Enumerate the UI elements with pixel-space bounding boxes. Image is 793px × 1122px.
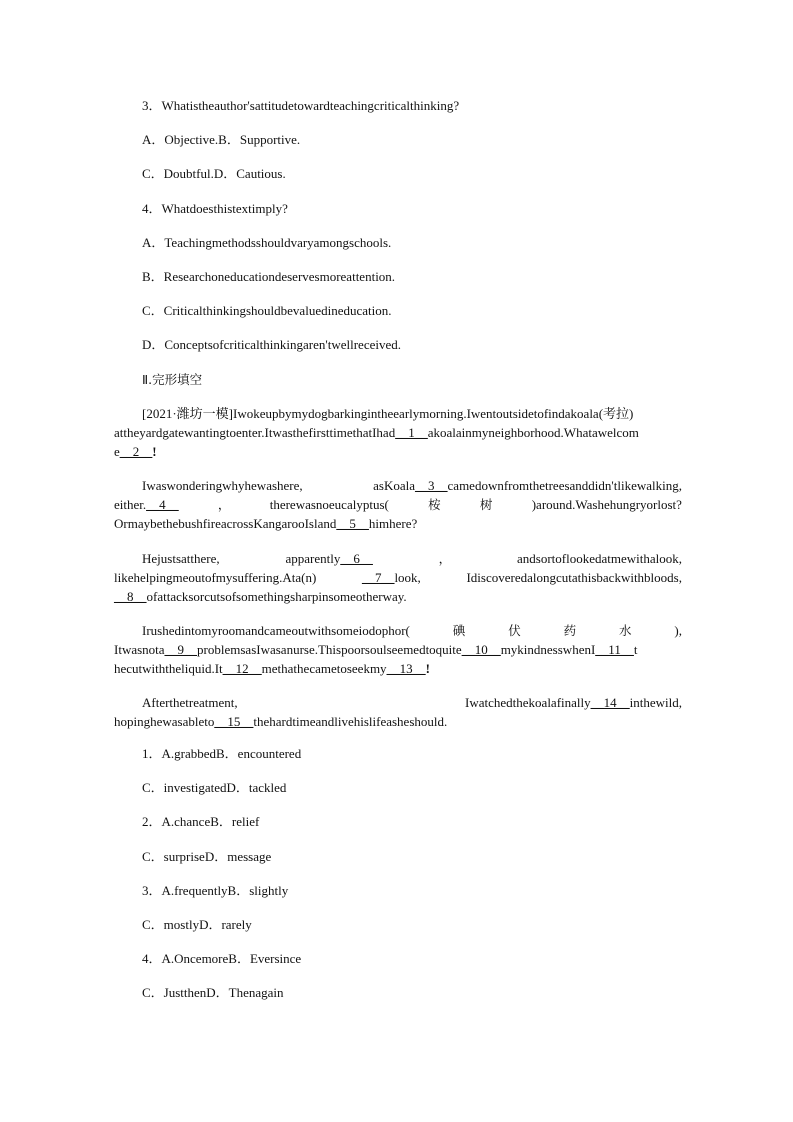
blank-10: __10__ (461, 642, 501, 657)
blank-6: __6__ (340, 551, 373, 566)
p4-text: Irushedintomyroomandcameoutwithsomeiodophor( (142, 623, 410, 638)
p4-text: t (633, 642, 638, 657)
passage-p5-line1 (142, 694, 682, 711)
p1-text: e (114, 444, 120, 459)
p4-text: hecutwiththeliquid.It (114, 661, 223, 676)
p3-text: look, (394, 570, 421, 585)
p4-cjk: 伏 (508, 623, 521, 638)
option-line: C．JustthenD．Thenagain (142, 985, 284, 1000)
blank-3: __3__ (415, 478, 448, 493)
passage-p4-line3 (114, 660, 430, 677)
p2-text: either. (114, 497, 147, 512)
blank-4: __4__ (146, 497, 179, 512)
passage-p4-line1 (142, 622, 682, 639)
p2-text: therewasnoeucalyptus( (269, 497, 389, 512)
p5-text: inthewild, (629, 695, 682, 710)
p2-text: himhere? (368, 516, 418, 531)
p5-text: Iwatchedthekoalafinally (465, 695, 591, 710)
p3-text: Hejustsatthere, (142, 551, 220, 566)
p3-text: Idiscoveredalongcutathisbackwithbloods, (466, 570, 682, 585)
option-line: 2．A.chanceB．relief (142, 814, 260, 829)
blank-2: __2__ (119, 444, 153, 459)
p2-text: )around.Washehungryorlost? (531, 497, 682, 512)
blank-1: __1__ (395, 425, 428, 440)
question-4-option-c: C．Criticalthinkingshouldbevaluedineducation. (142, 303, 392, 318)
p2-cjk: 树 (479, 497, 493, 512)
passage-p1-line1 (142, 405, 633, 422)
option-line: 4．A.OncemoreB．Eversince (142, 951, 302, 966)
option-line: 3．A.frequentlyB．slightly (142, 883, 289, 898)
p4-cjk: 碘 (452, 623, 466, 638)
blank-15: __15__ (214, 714, 254, 729)
p4-text: mykindnesswhenI (500, 642, 596, 657)
p2-cjk: 桉 (428, 497, 441, 512)
p1-text: akoalainmyneighborhood.Whatawelcom (427, 425, 639, 440)
question-4-option-b: B．Researchoneducationdeservesmoreattention. (142, 269, 396, 284)
exclamation-mark: ! (152, 444, 157, 459)
p4-cjk: 药 (563, 623, 577, 638)
p3-text: andsortoflookedatmewithalook, (517, 551, 682, 566)
exclamation-mark: ! (425, 661, 430, 676)
p4-text: methathecametoseekmy (261, 661, 387, 676)
p3-text: likehelpingmeoutofmysuffering.Ata(n) (114, 570, 317, 585)
p4-cjk: 水 (619, 623, 632, 638)
blank-7: __7__ (361, 570, 395, 585)
passage-p3-line2 (114, 569, 682, 586)
passage-p5-line2 (114, 713, 447, 730)
option-line: C．surpriseD．message (142, 849, 272, 864)
passage-p1-line3 (114, 443, 157, 460)
question-3-options-ab: A．Objective.B．Supportive. (142, 132, 301, 147)
blank-8: __8__ (114, 589, 147, 604)
question-4-option-d: D．Conceptsofcriticalthinkingaren'twellreceived. (142, 337, 401, 352)
question-3-options-cd: C．Doubtful.D．Cautious. (142, 166, 286, 181)
question-4-option-a: A．Teachingmethodsshouldvaryamongschools. (142, 235, 392, 250)
question-4-stem: 4．Whatdoesthistextimply? (142, 201, 288, 216)
p5-text: Afterthetreatment, (142, 695, 238, 710)
p3-text: apparently (285, 551, 341, 566)
p2-text: asKoala (373, 478, 416, 493)
option-line: C．investigatedD．tackled (142, 780, 287, 795)
section-heading: Ⅱ.完形填空 (142, 372, 203, 387)
option-line: C．mostlyD．rarely (142, 917, 252, 932)
blank-14: __14__ (590, 695, 630, 710)
passage-p4-line2 (114, 641, 637, 658)
p5-text: thehardtimeandlivehislifeasheshould. (253, 714, 448, 729)
p2-comma: ， (217, 497, 231, 512)
p4-text: Itwasnota (114, 642, 165, 657)
passage-p1-line2 (114, 424, 639, 441)
passage-p3-line3 (114, 588, 407, 605)
p1-text: attheyardgatewantingtoenter.ItwasthefirsttimethatIhad (114, 425, 396, 440)
p3-text: ofattacksorcutsofsomethingsharpinsomeotherway. (146, 589, 407, 604)
p4-text: ), (674, 623, 682, 638)
blank-11: __11__ (595, 642, 634, 657)
p4-text: problemsasIwasanurse.Thispoorsoulseemedtoquite (197, 642, 462, 657)
p5-text: hopinghewasableto (114, 714, 215, 729)
p3-comma: ， (438, 551, 452, 566)
passage-p2-line3 (114, 515, 417, 532)
passage-p2-line2 (114, 496, 682, 513)
p2-text: Iwaswonderingwhyhewashere, (142, 478, 303, 493)
blank-13: __13__ (386, 661, 426, 676)
blank-5: __5__ (336, 516, 369, 531)
p2-text: OrmaybethebushfireacrossKangarooIsland (114, 516, 337, 531)
p2-text: camedownfromthetreesanddidn'tlikewalking, (447, 478, 682, 493)
passage-p3-line1 (142, 550, 682, 567)
blank-9: __9__ (164, 642, 198, 657)
p1-text: [2021·潍坊一模]Iwokeupbymydogbarkingintheearlymorning.Iwentoutsidetofindakoala(考拉) (142, 406, 634, 421)
passage-p2-line1 (142, 477, 682, 494)
question-3-stem: 3．Whatistheauthor'sattitudetowardteachingcriticalthinking? (142, 98, 460, 113)
blank-12: __12__ (222, 661, 262, 676)
option-line: 1．A.grabbedB．encountered (142, 746, 302, 761)
